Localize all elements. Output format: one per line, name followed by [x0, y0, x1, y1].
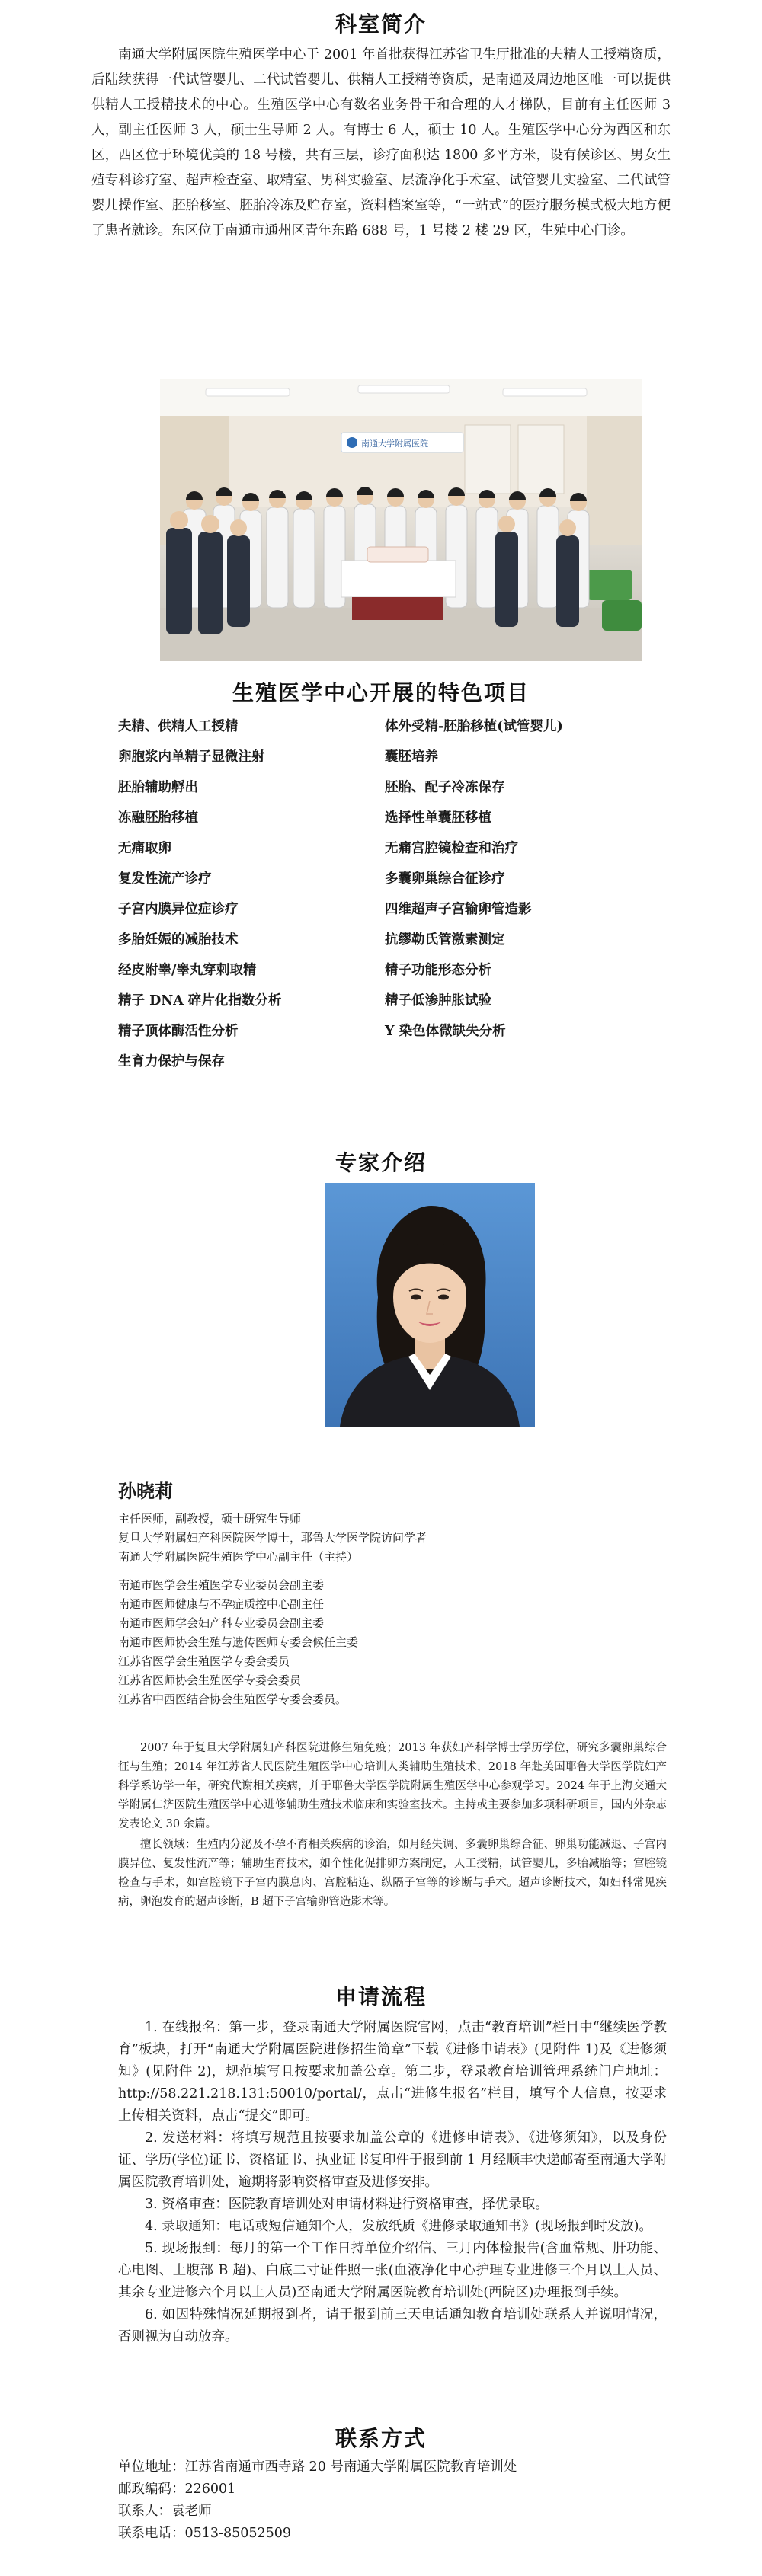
expert-title: 专家介绍 [335, 1150, 427, 1175]
project-item: 胚胎、配子冷冻保存 [385, 780, 505, 795]
contact-person-label: 联系人： [118, 2504, 171, 2519]
expert-role-line: 南通市医学会生殖医学专业委员会副主委 [118, 1578, 325, 1592]
team-group-photo [160, 379, 642, 661]
photo-wall-sign: 南通大学附属医院 [361, 439, 428, 449]
project-item: 多胎妊娠的减胎技术 [118, 932, 239, 948]
expert-role-line: 南通市医师协会生殖与遗传医师专委会候任主委 [118, 1635, 359, 1649]
expert-credentials-gap [118, 1567, 667, 1576]
project-item: 精子低渗肿胀试验 [385, 993, 491, 1008]
apply-step: 3. 资格审查：医院教育培训处对申请材料进行资格审查，择优录取。 [145, 2197, 549, 2212]
project-item: 四维超声子宫输卵管造影 [385, 902, 532, 917]
contact-title: 联系方式 [335, 2426, 427, 2451]
contact-phone [118, 2523, 667, 2545]
apply-step: 5. 现场报到：每月的第一个工作日持单位介绍信、三月内体检报告(含血常规、肝功能、心电图、上腹部 B 超)、白底二寸证件照一张(血液净化中心护理专业进修三个月以上人员、其余专业进修六个月以上人员)至南通大学附属医院教育培训处(西院区)办理报到手续。 [118, 2241, 667, 2300]
contact-address-value: 江苏省南通市西寺路 20 号南通大学附属医院教育培训处 [184, 2459, 517, 2475]
apply-step: 1. 在线报名：第一步，登录南通大学附属医院官网，点击“教育培训”栏目中“继续医学教育”板块，打开“南通大学附属医院进修招生简章”下载《进修申请表》(见附件 1)及《进修须知》(见附件 2)，规范填写且按要求加盖公章。第二步，登录教育培训管理系统门户地址：http://58.221.218.131:50010/portal/，点击“进修生报名”栏目，填写个人信息，按要求上传相关资料，点击“提交”即可。 [118, 2020, 667, 2124]
contact-person [118, 2501, 667, 2523]
expert-role-line: 南通市医师学会妇产科专业委员会副主委 [118, 1616, 325, 1630]
project-item: 卵胞浆内单精子显微注射 [118, 749, 265, 765]
apply-step: 6. 如因特殊情况延期报到者，请于报到前三天电话通知教育培训处联系人并说明情况，否则视为自动放弃。 [118, 2307, 667, 2344]
project-item: 多囊卵巢综合征诊疗 [385, 871, 505, 887]
project-item: 胚胎辅助孵出 [118, 780, 198, 795]
expert-title-line: 复旦大学附属妇产科医院医学博士，耶鲁大学医学院访问学者 [118, 1531, 427, 1545]
project-item: 抗缪勒氏管激素测定 [385, 932, 505, 948]
contact-address [118, 2456, 667, 2479]
apply-title: 申请流程 [335, 1984, 427, 2009]
expert-role-line: 南通市医师健康与不孕症质控中心副主任 [118, 1597, 325, 1611]
expert-role-line: 江苏省中西医结合协会生殖医学专委会委员。 [118, 1692, 347, 1706]
expert-role-line: 江苏省医师协会生殖医学专委会委员 [118, 1673, 302, 1687]
contact-phone-label: 联系电话： [118, 2526, 185, 2541]
project-item: 无痛宫腔镜检查和治疗 [385, 841, 518, 856]
apply-step: 4. 录取通知：电话或短信通知个人，发放纸质《进修录取通知书》(现场报到时发放)。 [145, 2219, 652, 2234]
expert-name: 孙晓莉 [118, 1480, 173, 1502]
expert-specialty-paragraph: 擅长领域：生殖内分泌及不孕不育相关疾病的诊治，如月经失调、多囊卵巢综合征、卵巢功能减退、子宫内膜异位、复发性流产等；辅助生育技术，如个性化促排卵方案制定，人工授精，试管婴儿，多胎减胎等；宫腔镜检查与手术，如宫腔镜下子宫内膜息肉、宫腔粘连、纵隔子宫等的诊断与手术。超声诊断技术，如妇科常见疾病，卵泡发育的超声诊断，B 超下子宫输卵管造影术等。 [118, 1839, 667, 1908]
contact-postcode-label: 邮政编码： [118, 2482, 185, 2497]
contact-person-value: 袁老师 [171, 2504, 212, 2519]
project-item: 精子功能形态分析 [385, 963, 491, 978]
apply-step: 2. 发送材料：将填写规范且按要求加盖公章的《进修申请表》、《进修须知》，以及身份证、学历(学位)证书、资格证书、执业证书复印件于报到前 1 月经顺丰快递邮寄至南通大学附属医院教育培训处，逾期将影响资格审查及进修安排。 [118, 2130, 667, 2190]
project-item: 选择性单囊胚移植 [385, 810, 491, 826]
project-item: 体外受精-胚胎移植(试管婴儿) [385, 719, 563, 734]
project-item: 经皮附睾/睾丸穿刺取精 [118, 963, 257, 978]
expert-portrait [325, 1183, 535, 1427]
project-item: 复发性流产诊疗 [118, 871, 212, 887]
contact-phone-value: 0513-85052509 [184, 2526, 292, 2541]
apply-steps-list [118, 2017, 667, 2348]
project-item: 夫精、供精人工授精 [118, 719, 239, 734]
expert-bio-paragraph: 2007 年于复旦大学附属妇产科医院进修生殖免疫；2013 年获妇产科学博士学历学位，研究多囊卵巢综合征与生殖；2014 年江苏省人民医院生殖医学中心培训人类辅助生殖技术，2018 年赴美国耶鲁大学医学院妇产科学系访学一年，研究代谢相关疾病，并于耶鲁大学医学院附属生殖医学中心参观学习。2024 年于上海交通大学附属仁济医院生殖医学中心进修辅助生殖技术临床和实验室技术。主持或主要参加多项科研项目，国内外杂志发表论文 30 余篇。 [118, 1742, 667, 1830]
expert-role-line: 江苏省医学会生殖医学专委会委员 [118, 1654, 290, 1668]
contact-postcode [118, 2479, 667, 2501]
expert-title-line: 南通大学附属医院生殖医学中心副主任（主持） [118, 1550, 359, 1564]
contact-postcode-value: 226001 [184, 2482, 236, 2497]
project-item: 子宫内膜异位症诊疗 [118, 902, 239, 917]
intro-paragraph: 南通大学附属医院生殖医学中心于 2001 年首批获得江苏省卫生厅批准的夫精人工授精资质，后陆续获得一代试管婴儿、二代试管婴儿、供精人工授精等资质，是南通及周边地区唯一可以提供供精人工授精技术的中心。生殖医学中心有数名业务骨干和合理的人才梯队，目前有主任医师 3 人，副主任医师 3 人，硕士生导师 2 人。有博士 6 人，硕士 10 人。生殖医学中心分为西区和东区，西区位于环境优美的 18 号楼，共有三层，诊疗面积达 1800 多平方米，设有候诊区、男女生殖专科诊疗室、超声检查室、取精室、男科实验室、层流净化手术室、试管婴儿实验室、二代试管婴儿操作室、胚胎移室、胚胎冷冻及贮存室，资料档案室等，“一站式”的医疗服务模式极大地方便了患者就诊。东区位于南通市通州区青年东路 688 号，1 号楼 2 楼 29 区，生殖中心门诊。 [91, 47, 671, 238]
projects-title: 生殖医学中心开展的特色项目 [232, 680, 530, 705]
project-item: 生育力保护与保存 [118, 1054, 225, 1069]
project-item: 冻融胚胎移植 [118, 810, 198, 826]
expert-title-line: 主任医师，副教授，硕士研究生导师 [118, 1512, 302, 1526]
contact-block [118, 2456, 667, 2545]
contact-address-label: 单位地址： [118, 2459, 185, 2475]
project-item: 囊胚培养 [385, 749, 438, 765]
project-item: 精子 DNA 碎片化指数分析 [118, 993, 282, 1008]
expert-credentials [118, 1510, 667, 1709]
project-item: Y 染色体微缺失分析 [385, 1024, 506, 1039]
project-item: 精子顶体酶活性分析 [118, 1024, 239, 1039]
intro-title: 科室简介 [335, 11, 427, 37]
project-item: 无痛取卵 [118, 841, 171, 856]
